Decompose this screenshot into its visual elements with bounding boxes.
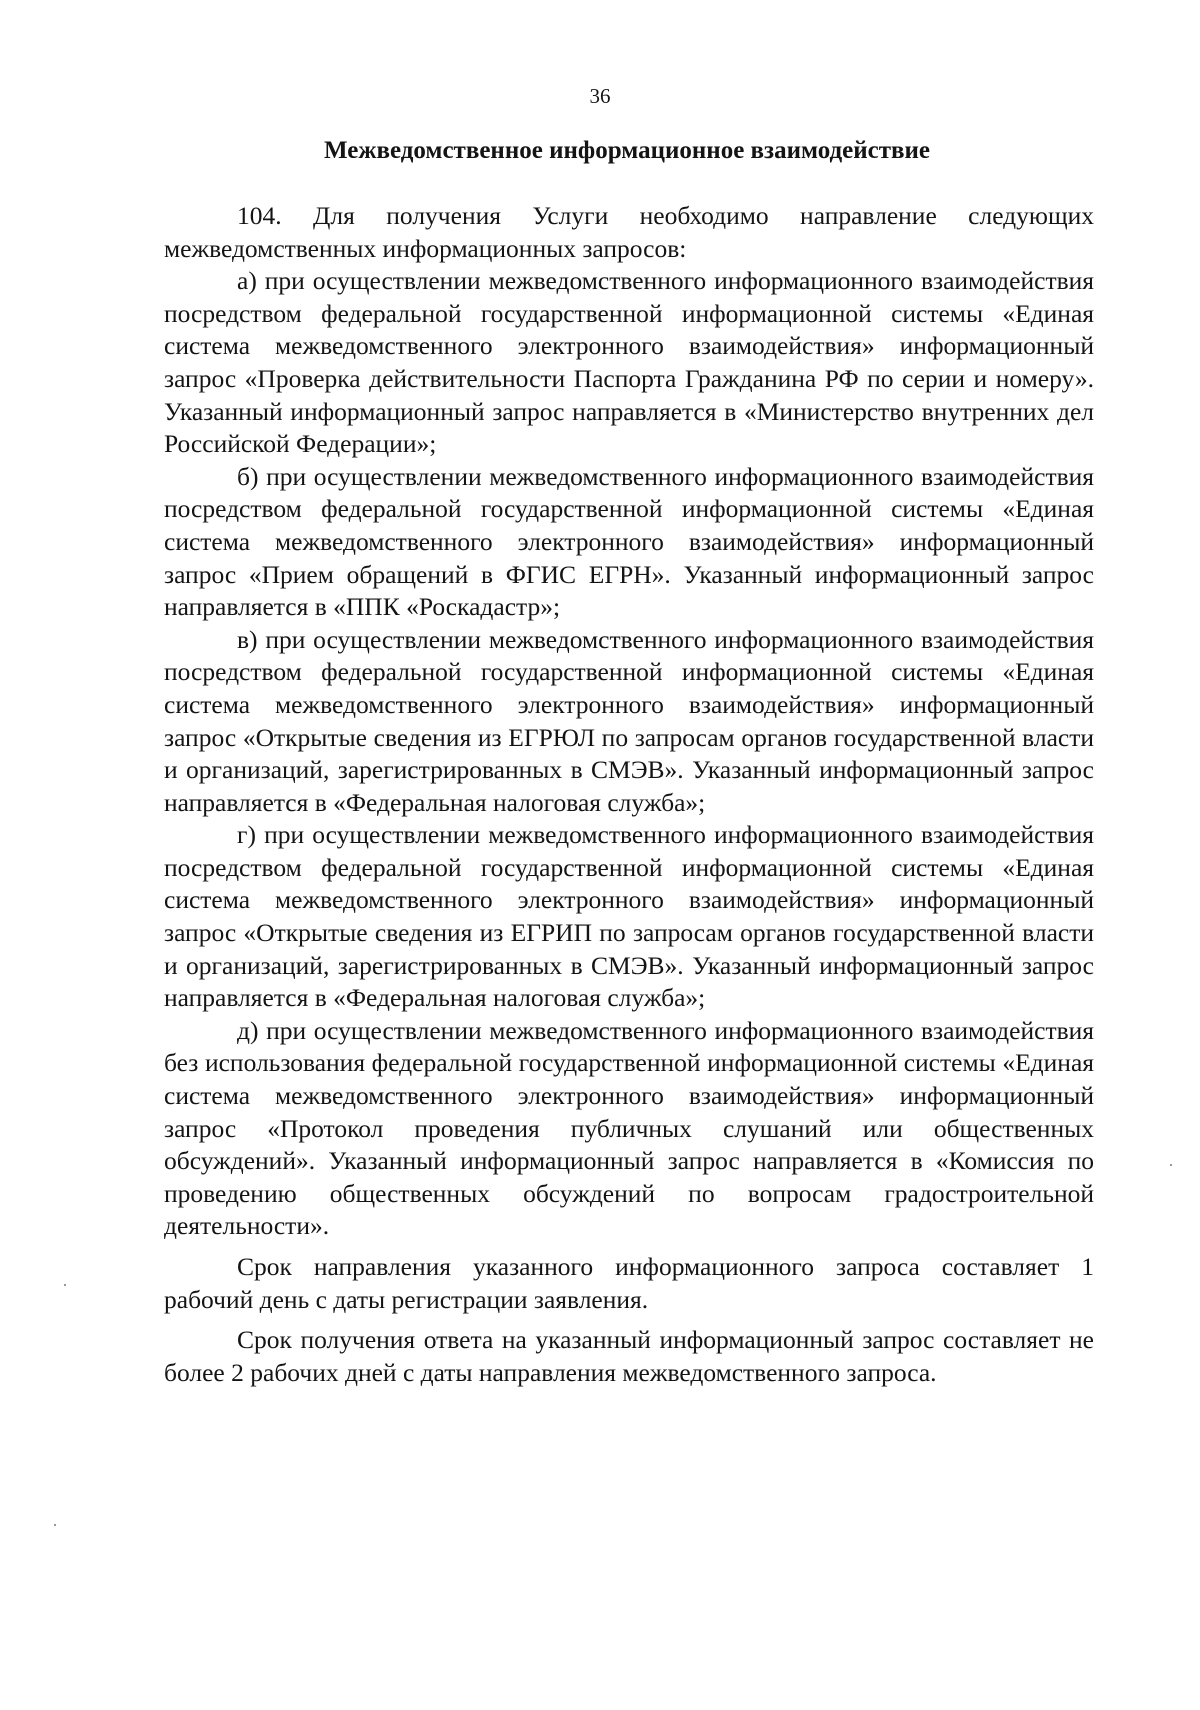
paragraph-104: 104. Для получения Услуги необходимо направление следующих межведомственных информационных запросов: — [164, 201, 1094, 263]
scan-speck — [1170, 1164, 1172, 1166]
scan-speck — [54, 1524, 56, 1526]
document-body — [164, 200, 1094, 1389]
paragraph-item-a: а) при осуществлении межведомственного информационного взаимодействия посредством федеральной государственной информационной системы «Единая система межведомственного электронного взаимодействия» информационный запрос «Проверка действительности Паспорта Гражданина РФ по серии и номеру». Указанный информационный запрос направляется в «Министерство внутренних дел Российской Федерации»; — [164, 266, 1094, 459]
paragraph-request-term: Срок направления указанного информационного запроса составляет 1 рабочий день с даты регистрации заявления. — [164, 1252, 1094, 1314]
paragraph-response-term: Срок получения ответа на указанный информационный запрос составляет не более 2 рабочих дней с даты направления межведомственного запроса. — [164, 1325, 1094, 1387]
section-heading: Межведомственное информационное взаимодействие — [324, 137, 930, 164]
paragraph-item-b: б) при осуществлении межведомственного информационного взаимодействия посредством федеральной государственной информационной системы «Единая система межведомственного электронного взаимодействия» информационный запрос «Прием обращений в ФГИС ЕГРН». Указанный информационный запрос направляется в «ППК «Роскадастр»; — [164, 461, 1094, 622]
scan-speck — [64, 1284, 66, 1286]
paragraph-item-g: г) при осуществлении межведомственного информационного взаимодействия посредством федеральной государственной информационной системы «Единая система межведомственного электронного взаимодействия» информационный запрос «Открытые сведения из ЕГРИП по запросам органов государственной власти и организаций, зарегистрированных в СМЭВ». Указанный информационный запрос направляется в «Федеральная налоговая служба»; — [164, 820, 1094, 1013]
paragraph-item-d: д) при осуществлении межведомственного информационного взаимодействия без использования федеральной государственной информационной системы «Единая система межведомственного электронного взаимодействия» информационный запрос «Протокол проведения публичных слушаний или общественных обсуждений». Указанный информационный запрос направляется в «Комиссия по проведению общественных обсуждений по вопросам градостроительной деятельности». — [164, 1015, 1094, 1241]
paragraph-item-v: в) при осуществлении межведомственного информационного взаимодействия посредством федеральной государственной информационной системы «Единая система межведомственного электронного взаимодействия» информационный запрос «Открытые сведения из ЕГРЮЛ по запросам органов государственной власти и организаций, зарегистрированных в СМЭВ». Указанный информационный запрос направляется в «Федеральная налоговая служба»; — [164, 624, 1094, 817]
page-number: 36 — [589, 84, 611, 108]
